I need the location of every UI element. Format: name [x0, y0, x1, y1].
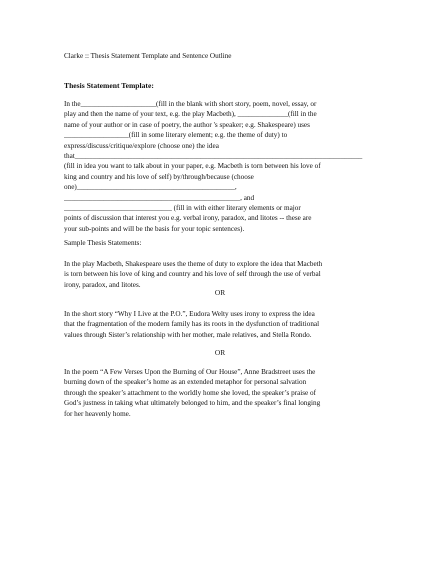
template-line: (fill in idea you want to talk about in your paper, e.g. Macbeth is torn between his love of — [64, 162, 321, 171]
sample-heading — [64, 238, 378, 248]
template-heading: Thesis Statement Template: — [64, 81, 154, 90]
template-line: that________________________________________________________________________________ — [64, 152, 363, 161]
sample-line: for her heavenly home. — [64, 409, 131, 418]
template-line: play and then the name of your text, e.g. the play Macbeth), ______________(fill in the — [64, 110, 317, 119]
sample-thesis-3 — [64, 367, 378, 419]
sample-line: that the fragmentation of the modern family has its roots in the dysfunction of traditional — [64, 320, 320, 329]
template-line: express/discuss/critique/explore (choose one) the idea — [64, 141, 219, 150]
sample-line: In the play Macbeth, Shakespeare uses the theme of duty to explore the idea that Macbeth — [64, 260, 323, 268]
sample-line: burning down of the speaker’s home as an extended metaphor for personal salvation — [64, 378, 307, 387]
sample-line: In the short story “Why I Live at the P.O.”, Eudora Welty uses irony to express the idea — [64, 310, 315, 318]
sample-line: is torn between his love of king and country and his love of self through the use of verbal — [64, 270, 321, 279]
template-line: one)____________________________________________, — [64, 183, 237, 192]
sample-heading-text: Sample Thesis Statements: — [64, 239, 142, 247]
template-line: __________________(fill in some literary element; e.g. the theme of duty) to — [64, 131, 288, 140]
sample-line: irony, paradox, and litotes. — [64, 280, 141, 289]
template-line: _________________________________________________, and — [64, 193, 255, 202]
sample-line: God’s justness in taking what ultimately belonged to him, and the speaker’s final longing — [64, 399, 321, 408]
template-line: points of discussion that interest you e.g. verbal irony, paradox, and litotes -- these are — [64, 214, 312, 223]
template-line: king and country and his love of self) by/through/because (choose — [64, 172, 254, 181]
sample-thesis-1 — [64, 259, 378, 290]
sample-thesis-2 — [64, 309, 378, 340]
or-separator-1: OR — [214, 288, 226, 297]
sample-line: In the poem “A Few Verses Upon the Burning of Our House”, Anne Bradstreet uses the — [64, 368, 316, 376]
template-paragraph — [64, 99, 378, 234]
template-line: In the_____________________(fill in the blank with short story, poem, novel, essay, or — [64, 100, 317, 108]
template-line: your sub-points and will be the basis for your topic sentences). — [64, 224, 245, 233]
template-line: name of your author or in case of poetry, the author 's speaker; e.g. Shakespeare) uses — [64, 120, 310, 129]
document-header: Clarke :: Thesis Statement Template and Sentence Outline — [64, 52, 232, 60]
sample-line: through the speaker’s attachment to the worldly home she loved, the speaker’s praise of — [64, 388, 317, 397]
or-separator-2: OR — [214, 348, 226, 357]
template-line: ______________________________ (fill in with either literary elements or major — [64, 204, 301, 213]
sample-line: values through Sister’s relationship with her mother, male relatives, and Stella Rondo. — [64, 330, 312, 339]
